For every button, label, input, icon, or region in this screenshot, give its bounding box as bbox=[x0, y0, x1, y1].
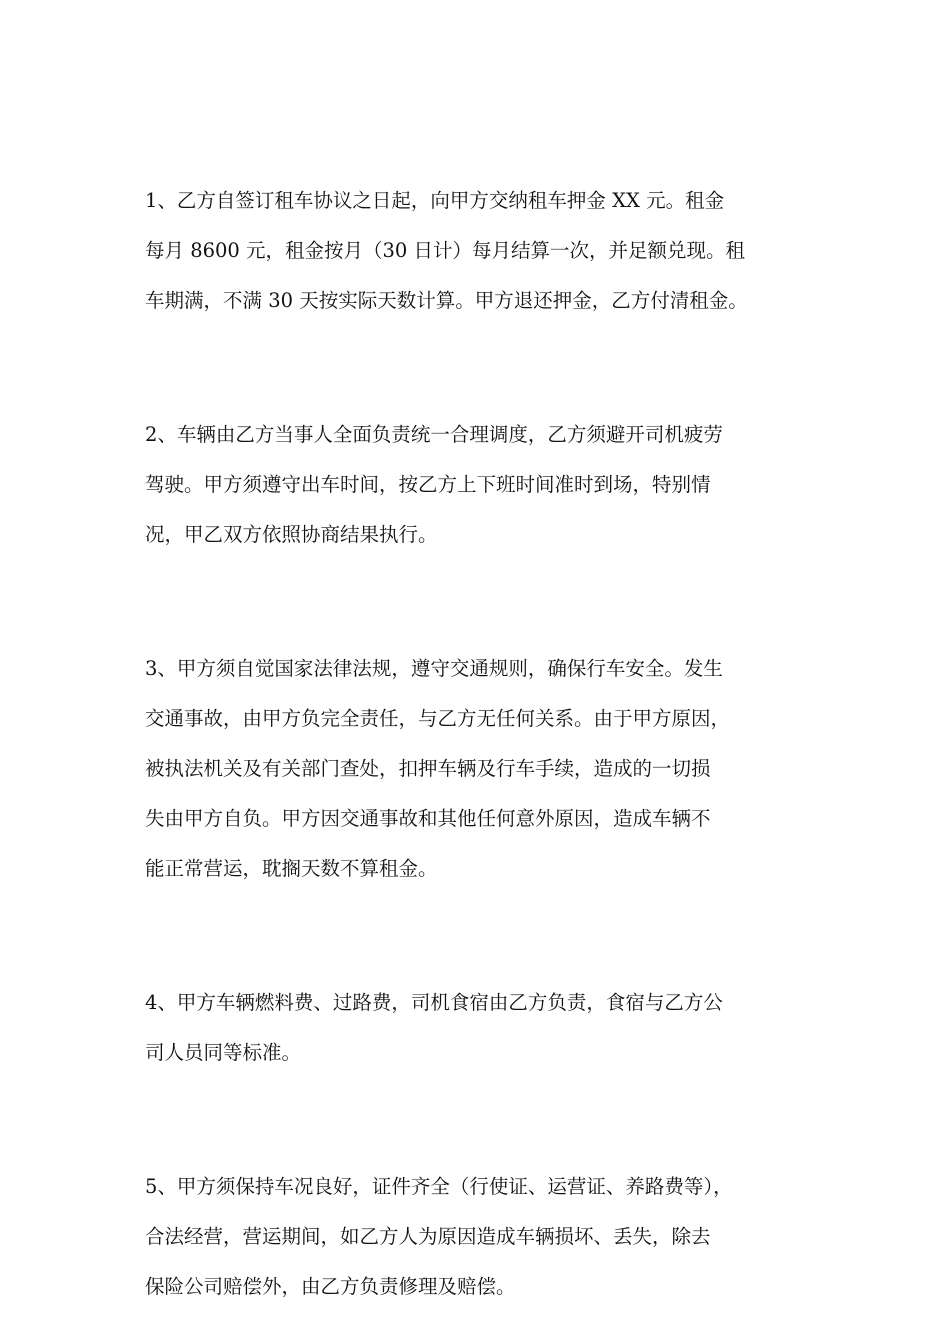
clause-line: 交通事故，由甲方负完全责任，与乙方无任何关系。由于甲方原因， bbox=[145, 707, 731, 730]
clause-1 bbox=[145, 176, 825, 326]
clause-line: 驾驶。甲方须遵守出车时间，按乙方上下班时间准时到场，特别情 bbox=[145, 473, 711, 496]
paragraph-gap bbox=[145, 1078, 825, 1162]
clause-line: 况，甲乙双方依照协商结果执行。 bbox=[145, 523, 438, 546]
clause-line: 合法经营，营运期间，如乙方人为原因造成车辆损坏、丢失，除去 bbox=[145, 1225, 711, 1248]
clause-line: 能正常营运，耽搁天数不算租金。 bbox=[145, 857, 438, 880]
paragraph-gap bbox=[145, 894, 825, 978]
clause-2 bbox=[145, 410, 825, 560]
clause-line: 每月 8600 元，租金按月（30 日计）每月结算一次，并足额兑现。租 bbox=[145, 239, 746, 262]
clause-line: 2、车辆由乙方当事人全面负责统一合理调度，乙方须避开司机疲劳 bbox=[145, 423, 723, 446]
clause-5 bbox=[145, 1162, 825, 1312]
clause-line: 失由甲方自负。甲方因交通事故和其他任何意外原因，造成车辆不 bbox=[145, 807, 711, 830]
clause-line: 3、甲方须自觉国家法律法规，遵守交通规则，确保行车安全。发生 bbox=[145, 657, 723, 680]
clause-3 bbox=[145, 644, 825, 894]
clause-line: 司人员同等标准。 bbox=[145, 1041, 302, 1064]
paragraph-gap bbox=[145, 560, 825, 644]
clause-line: 保险公司赔偿外，由乙方负责修理及赔偿。 bbox=[145, 1275, 516, 1298]
paragraph-gap bbox=[145, 326, 825, 410]
document-body bbox=[145, 176, 825, 1312]
clause-4 bbox=[145, 978, 825, 1078]
clause-line: 被执法机关及有关部门查处，扣押车辆及行车手续，造成的一切损 bbox=[145, 757, 711, 780]
clause-line: 1、乙方自签订租车协议之日起，向甲方交纳租车押金 XX 元。租金 bbox=[145, 189, 725, 212]
clause-line: 4、甲方车辆燃料费、过路费，司机食宿由乙方负责，食宿与乙方公 bbox=[145, 991, 723, 1014]
clause-line: 5、甲方须保持车况良好，证件齐全（行使证、运营证、养路费等）， bbox=[145, 1175, 733, 1198]
clause-line: 车期满，不满 30 天按实际天数计算。甲方退还押金，乙方付清租金。 bbox=[145, 289, 748, 312]
